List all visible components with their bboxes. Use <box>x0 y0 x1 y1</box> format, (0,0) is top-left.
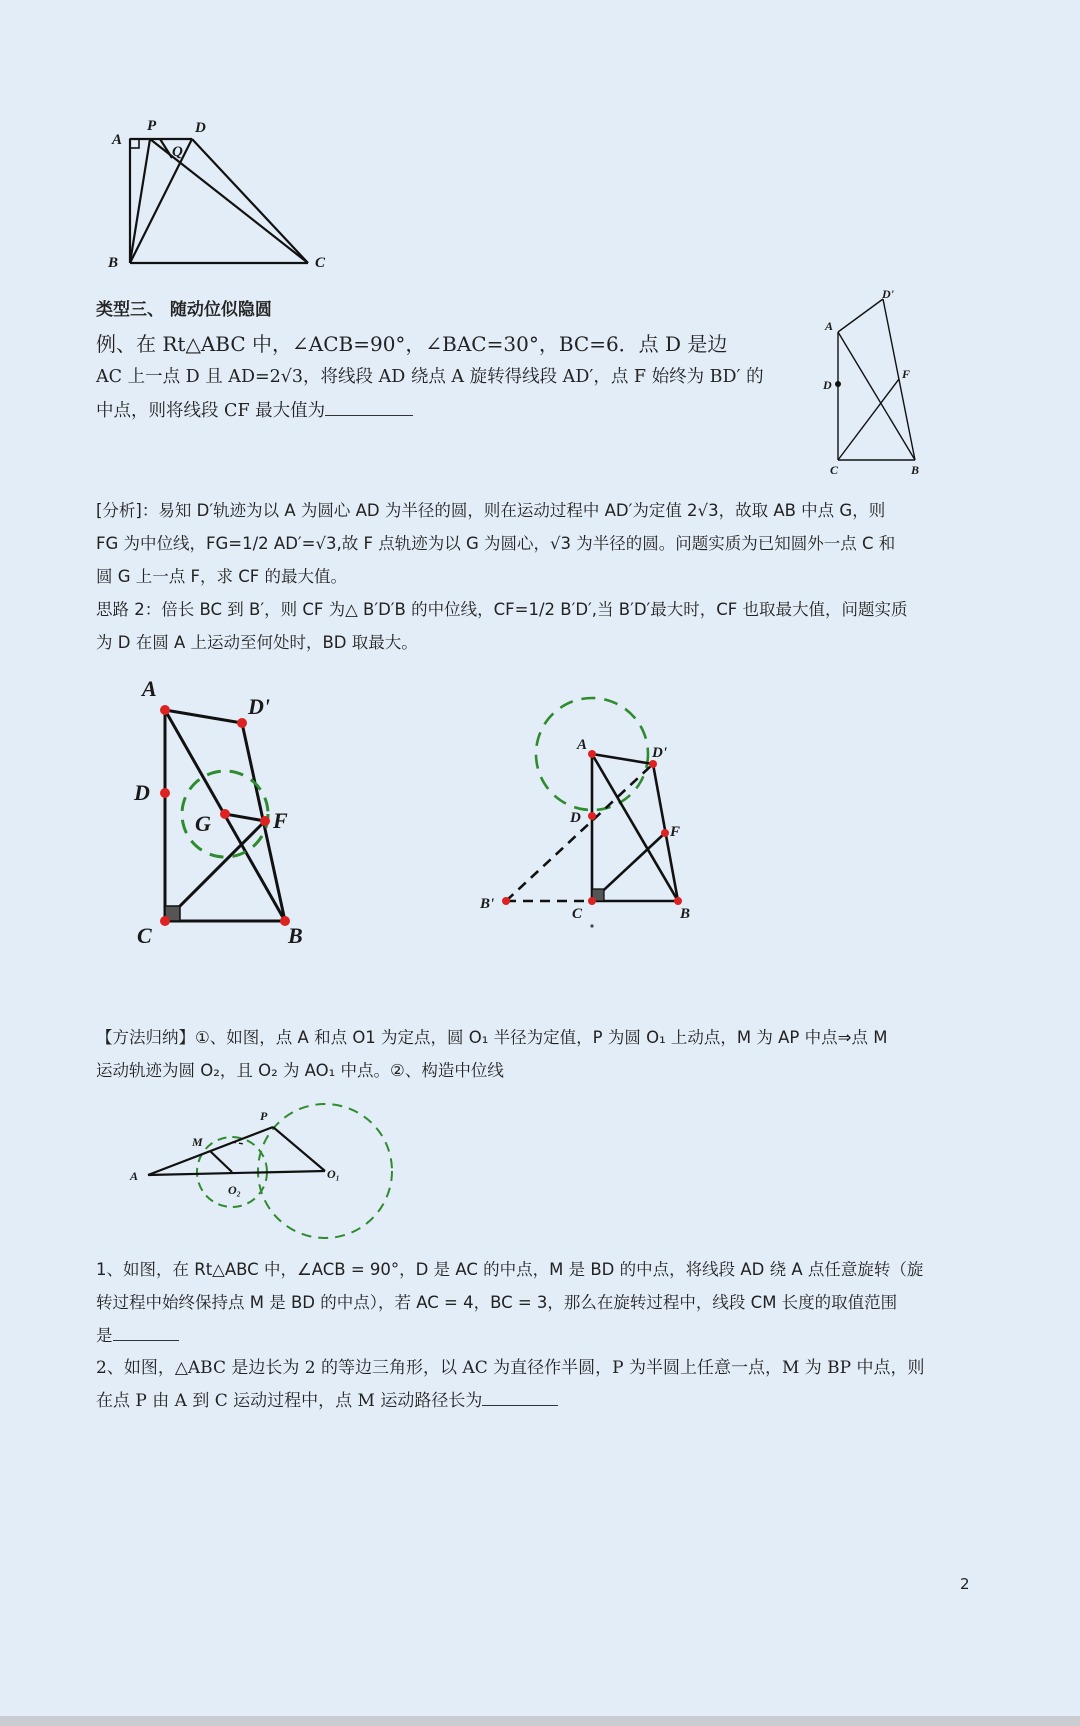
answer-blank-example <box>325 395 413 416</box>
fig3-label-f: F <box>273 808 288 833</box>
fig5-label-o1: O₁ <box>327 1167 340 1181</box>
question-2-line-1: 2、如图，△ABC 是边长为 2 的等边三角形，以 AC 为直径作半圆，P 为半圆上任意一点，M 为 BP 中点，则 <box>96 1358 925 1378</box>
fig3-point-f <box>260 816 270 826</box>
fig4-point-b <box>674 897 682 905</box>
fig4-label-a: A <box>577 737 588 753</box>
fig3-point-a <box>160 705 170 715</box>
question-1-line-3-text: 是 <box>96 1326 113 1345</box>
fig3-label-c: C <box>137 923 152 948</box>
analysis-line-4: 思路 2：倍长 BC 到 B′，则 CF 为△ B′D′B 的中位线，CF=1/2 B′D′,当 B′D′最大时，CF 也取最大值，问题实质 <box>96 600 908 619</box>
fig5-label-o2: O₂ <box>228 1183 241 1197</box>
fig3-label-g: G <box>195 811 211 836</box>
fig3-point-d <box>160 788 170 798</box>
question-2-line-2 <box>96 1385 558 1418</box>
section-title: 类型三、 随动位似隐圆 <box>96 300 272 320</box>
example-line-1: 例、在 Rt△ABC 中，∠ACB=90°，∠BAC=30°，BC=6．点 D 是边 <box>96 332 728 356</box>
fig4-label-c: C <box>572 906 583 922</box>
fig1-label-a: A <box>112 132 123 148</box>
question-1-line-3 <box>96 1319 179 1352</box>
page-bottom-edge <box>0 1716 1080 1726</box>
analysis-line-5: 为 D 在圆 A 上运动至何处时，BD 取最大。 <box>96 633 418 652</box>
fig2-label-c: C <box>830 463 839 477</box>
method-line-2: 运动轨迹为圆 O₂，且 O₂ 为 AO₁ 中点。②、构造中位线 <box>96 1061 504 1080</box>
fig3-label-d: D <box>134 780 150 805</box>
fig2-label-f: F <box>902 367 911 381</box>
fig4-point-bprime <box>502 897 510 905</box>
fig4-label-d: D <box>570 810 581 826</box>
fig2-label-dprime: D' <box>882 287 894 301</box>
analysis-line-2: FG 为中位线，FG=1/2 AD′=√3,故 F 点轨迹为以 G 为圆心，√3 为半径的圆。问题实质为已知圆外一点 C 和 <box>96 534 896 553</box>
fig4-label-f: F <box>670 824 681 840</box>
fig3-label-dprime: D' <box>248 694 270 719</box>
answer-blank-q2 <box>482 1387 558 1406</box>
fig4-point-c <box>588 897 596 905</box>
figure-4-doubled-bc <box>470 688 710 933</box>
fig3-point-g <box>220 809 230 819</box>
fig4-point-f <box>661 829 669 837</box>
fig1-label-p: P <box>147 118 157 134</box>
method-line-1: 【方法归纳】①、如图，点 A 和点 O1 为定点，圆 O₁ 半径为定值，P 为圆 O₁ 上动点，M 为 AP 中点⇒点 M <box>96 1028 888 1047</box>
question-1-line-1: 1、如图，在 Rt△ABC 中，∠ACB = 90°，D 是 AC 的中点，M 是 BD 的中点，将线段 AD 绕 A 点任意旋转（旋 <box>96 1260 924 1279</box>
fig4-point-a <box>588 750 596 758</box>
figure-2-rotation <box>820 286 930 478</box>
fig5-label-a: A <box>130 1169 139 1183</box>
fig2-label-a: A <box>825 319 834 333</box>
fig3-label-a: A <box>142 676 157 701</box>
fig5-label-p: P <box>260 1109 268 1123</box>
fig4-label-bprime: B' <box>480 896 495 912</box>
fig2-label-d: D <box>823 378 832 392</box>
fig3-label-b: B <box>288 923 303 948</box>
figure-5-midpoint-locus <box>120 1106 400 1236</box>
question-2-line-2-text: 在点 P 由 A 到 C 运动过程中，点 M 运动路径长为 <box>96 1391 483 1411</box>
figure-1-quadrilateral <box>100 110 330 270</box>
question-1-line-2: 转过程中始终保持点 M 是 BD 的中点），若 AC = 4，BC = 3，那么在旋转过程中，线段 CM 长度的取值范围 <box>96 1293 898 1312</box>
analysis-line-3: 圆 G 上一点 F，求 CF 的最大值。 <box>96 567 348 586</box>
fig5-label-m: M <box>192 1135 203 1149</box>
example-line-3 <box>96 395 413 428</box>
fig1-label-q: Q <box>172 144 183 160</box>
fig3-point-c <box>160 916 170 926</box>
figure-3-circle-g <box>120 678 330 958</box>
fig1-label-d: D <box>195 120 206 136</box>
fig4-point-d <box>588 812 596 820</box>
fig1-label-c: C <box>315 255 326 271</box>
fig4-dot <box>590 924 593 927</box>
fig4-label-b: B <box>680 906 691 922</box>
answer-blank-q1 <box>113 1322 179 1341</box>
fig4-label-dprime: D' <box>652 745 667 761</box>
fig3-point-dprime <box>237 718 247 728</box>
example-line-3-text: 中点，则将线段 CF 最大值为 <box>96 401 326 421</box>
page-number: 2 <box>960 1575 970 1593</box>
fig1-label-b: B <box>108 255 119 271</box>
fig2-point-d <box>835 381 841 387</box>
fig4-point-dprime <box>649 760 657 768</box>
example-line-2: AC 上一点 D 且 AD=2√3，将线段 AD 绕点 A 旋转得线段 AD′，点 F 始终为 BD′ 的 <box>96 367 764 387</box>
analysis-line-1: [分析]：易知 D′轨迹为以 A 为圆心 AD 为半径的圆，则在运动过程中 AD′为定值 2√3，故取 AB 中点 G，则 <box>96 501 886 520</box>
fig2-label-b: B <box>911 463 920 477</box>
